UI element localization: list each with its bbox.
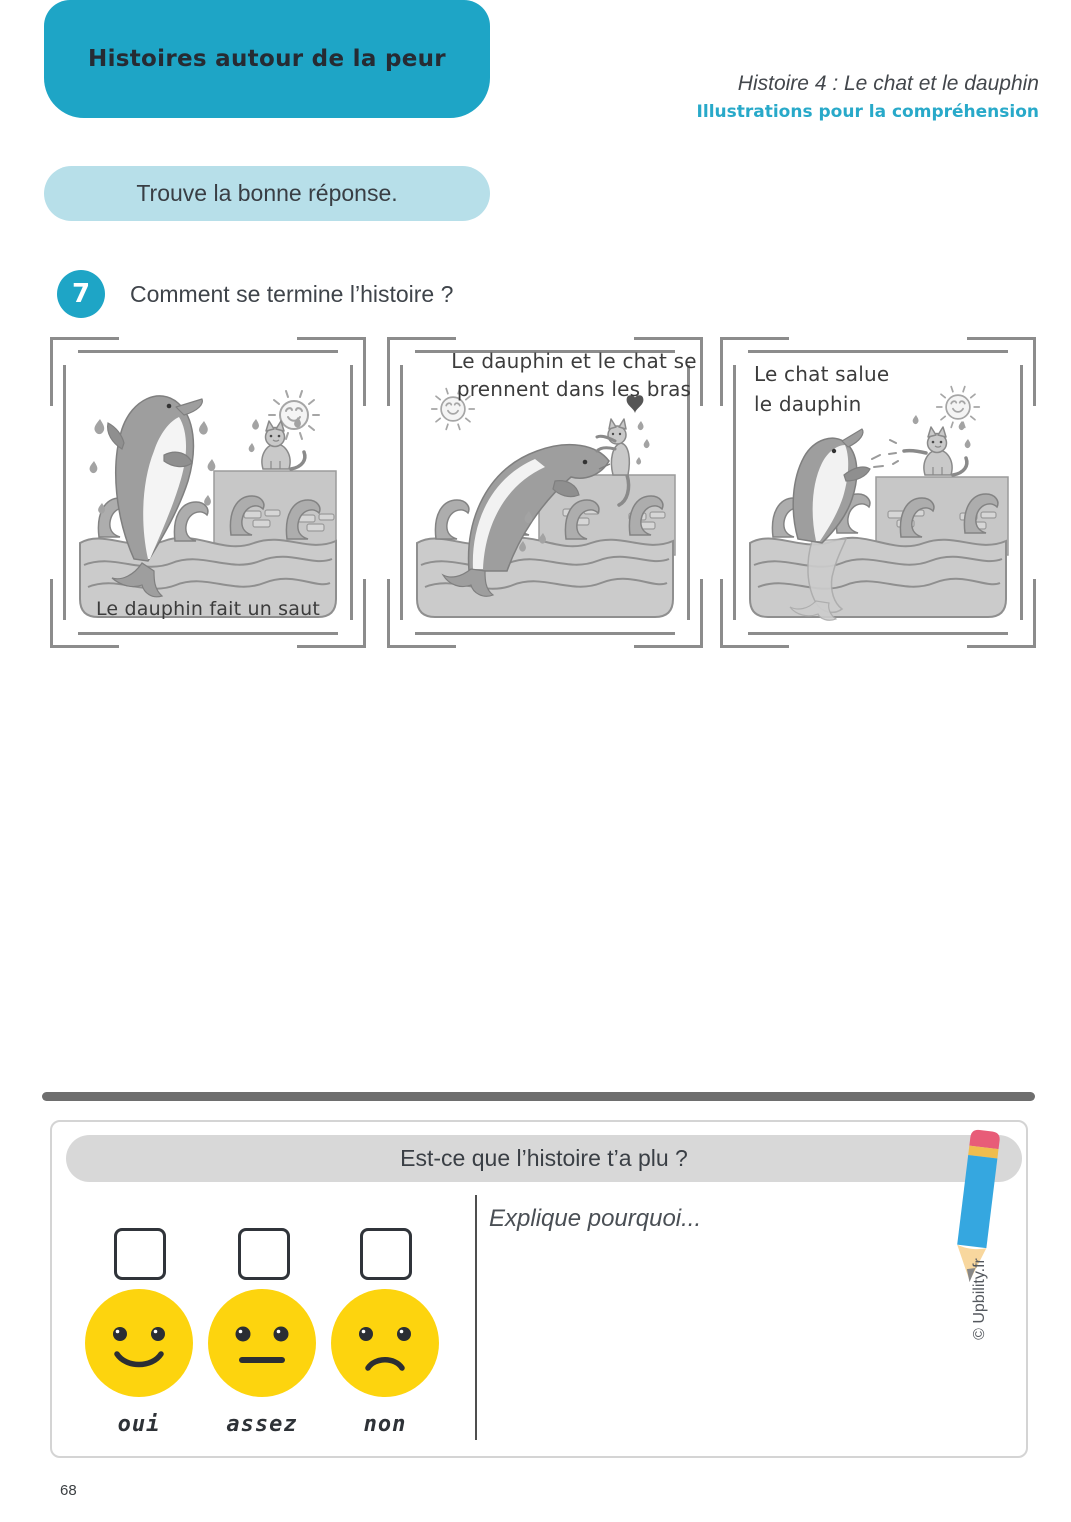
frame-edge (415, 632, 675, 635)
section-divider (42, 1092, 1035, 1101)
question-text: Comment se termine l’histoire ? (130, 281, 454, 307)
feedback-title-pill: Est-ce que l’histoire t’a plu ? (66, 1135, 1022, 1182)
sun-icon (937, 387, 980, 428)
smiley-neutral-icon (207, 1288, 317, 1398)
frame-edge (1020, 365, 1023, 620)
panel-caption: Le chat salue le dauphin (754, 362, 890, 416)
story-subtitle: Illustrations pour la compréhension (696, 102, 1039, 122)
frame-edge (748, 632, 1008, 635)
answer-panel-3[interactable] (718, 335, 1038, 650)
explain-prompt: Explique pourquoi... (489, 1205, 702, 1232)
question-number-badge (57, 270, 105, 318)
cat-illustration (249, 417, 305, 469)
worksheet-banner (44, 0, 490, 118)
cat-illustration (889, 415, 971, 475)
smiley-sad-icon (330, 1288, 440, 1398)
sea-illustration (750, 538, 1006, 617)
frame-edge (78, 632, 338, 635)
frame-edge (733, 365, 736, 620)
story-header (697, 72, 1039, 122)
instruction-text: Trouve la bonne réponse. (136, 180, 398, 206)
panel-caption: Le dauphin fait un saut (95, 598, 321, 620)
story-title: Histoire 4 : Le chat et le dauphin (737, 72, 1039, 95)
panel-caption: Le dauphin et le chat se prennent dans les bras (451, 349, 697, 401)
answer-panel-2[interactable] (385, 335, 705, 650)
page-number: 68 (60, 1482, 77, 1499)
dolphin-jump-illustration (76, 363, 340, 622)
answer-panel-1[interactable] (48, 335, 368, 650)
answer-checkbox-oui[interactable] (114, 1228, 166, 1280)
option-label-non: non (363, 1412, 407, 1437)
answer-checkbox-non[interactable] (360, 1228, 412, 1280)
instruction-pill (44, 166, 490, 221)
feedback-divider-line (475, 1195, 477, 1440)
answer-checkbox-assez[interactable] (238, 1228, 290, 1280)
option-label-assez: assez (226, 1412, 298, 1437)
question-number: 7 (71, 279, 91, 309)
frame-edge (63, 365, 66, 620)
feedback-section (50, 1120, 1028, 1458)
banner-title: Histoires autour de la peur (88, 46, 446, 72)
frame-edge (350, 365, 353, 620)
frame-edge (748, 350, 1008, 353)
frame-edge (687, 365, 690, 620)
option-label-oui: oui (117, 1412, 161, 1437)
frame-edge (78, 350, 338, 353)
frame-edge (400, 365, 403, 620)
smiley-happy-icon (84, 1288, 194, 1398)
copyright-text: © Upbility.fr (971, 1258, 988, 1340)
